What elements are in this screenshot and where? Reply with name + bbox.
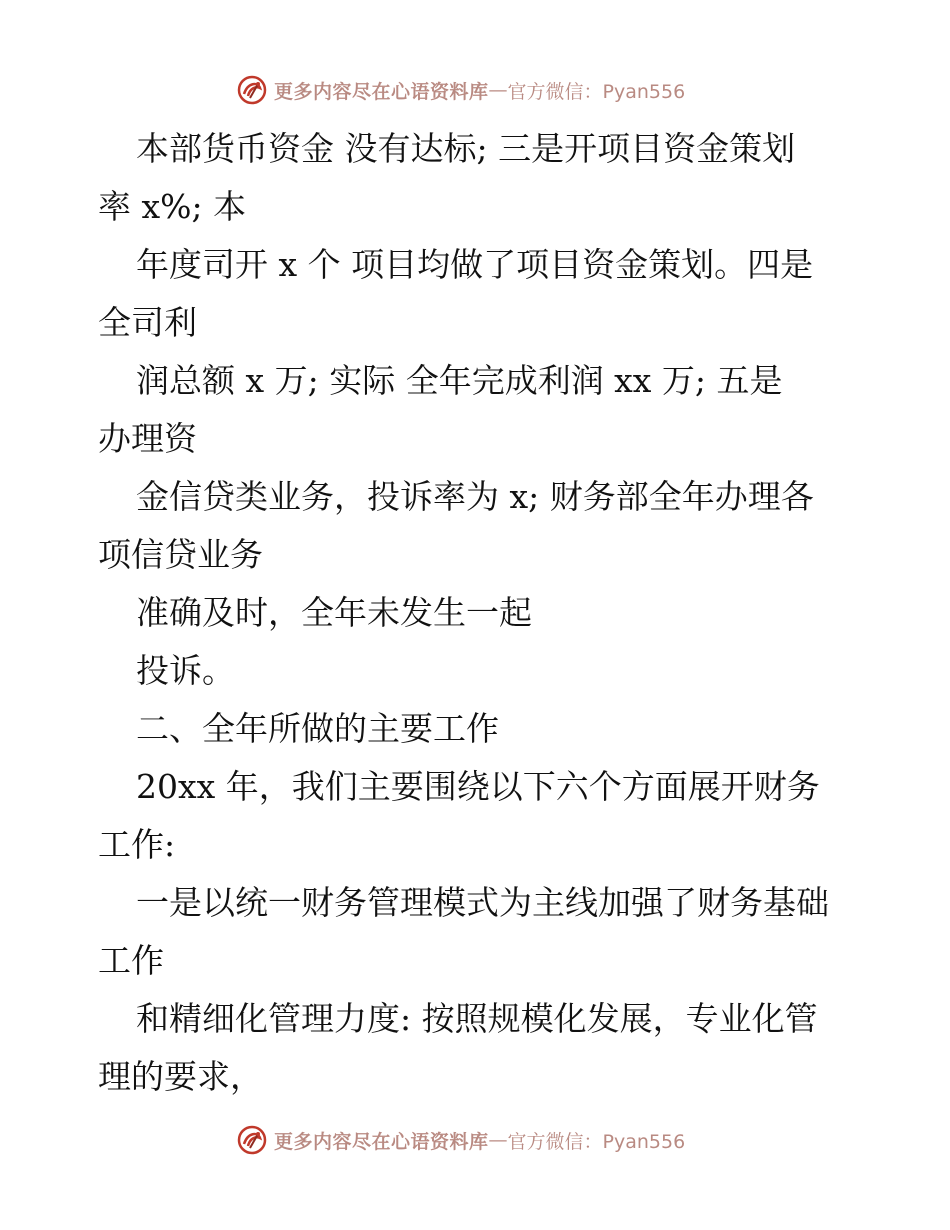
header-contact: 官方微信：Pyan556 — [507, 80, 686, 103]
header-separator: — — [488, 79, 508, 101]
paragraph-line: 本部货币资金 没有达标; 三是开项目资金策划 — [136, 129, 796, 168]
red-swirl-logo-icon — [236, 1124, 268, 1156]
footer-separator: — — [488, 1129, 508, 1151]
paragraph-line: 年度司开 x 个 项目均做了项目资金策划。四是 — [136, 245, 814, 284]
footer-banner-text: 更多内容尽在心语资料库 — [274, 1130, 489, 1153]
paragraph-line: 投诉。 — [136, 651, 235, 690]
paragraph-line: 和精细化管理力度: 按照规模化发展，专业化管 — [136, 999, 818, 1038]
paragraph-line: 金信贷类业务，投诉率为 x; 财务部全年办理各 — [136, 477, 814, 516]
paragraph-line: 工作: — [98, 825, 176, 864]
paragraph-line: 润总额 x 万; 实际 全年完成利润 xx 万; 五是 — [136, 361, 783, 400]
red-swirl-logo-icon — [236, 74, 268, 106]
footer-contact: 官方微信：Pyan556 — [507, 1130, 686, 1153]
paragraph-line: 一是以统一财务管理模式为主线加强了财务基础 — [136, 883, 829, 922]
paragraph-line: 率 x%; 本 — [98, 187, 247, 226]
document-body — [98, 120, 858, 1106]
footer-banner — [236, 1122, 685, 1158]
paragraph-line: 理的要求， — [98, 1057, 263, 1096]
section-heading: 二、全年所做的主要工作 — [136, 709, 499, 748]
paragraph-line: 全司利 — [98, 303, 197, 342]
paragraph-line: 20xx 年，我们主要围绕以下六个方面展开财务 — [136, 767, 820, 806]
header-banner — [236, 72, 685, 108]
paragraph-line: 工作 — [98, 941, 164, 980]
header-banner-text: 更多内容尽在心语资料库 — [274, 80, 489, 103]
paragraph-line: 办理资 — [98, 419, 197, 458]
paragraph-line: 项信贷业务 — [98, 535, 263, 574]
paragraph-line: 准确及时，全年未发生一起 — [136, 593, 532, 632]
